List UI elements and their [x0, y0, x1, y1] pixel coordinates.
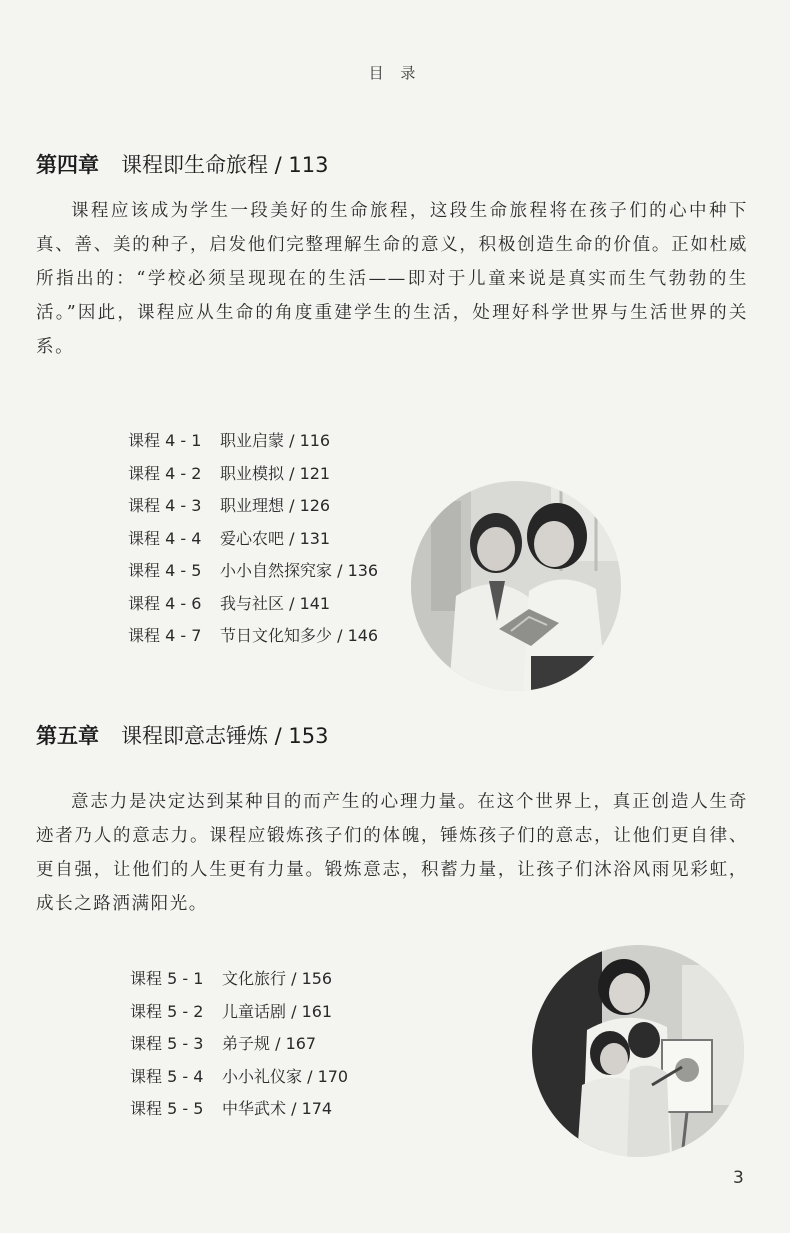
chapter-title: 课程即生命旅程 / 113 [121, 153, 329, 177]
chapter-title: 课程即意志锤炼 / 153 [121, 724, 329, 748]
lesson-item[interactable] [128, 623, 378, 656]
lesson-item[interactable] [128, 591, 378, 624]
lesson-code: 课程 4 - 6 [128, 593, 202, 613]
lesson-code: 课程 4 - 2 [128, 463, 202, 483]
lesson-code: 课程 5 - 1 [130, 969, 204, 988]
chapter-intro: 意志力是决定达到某种目的而产生的心理力量。在这个世界上，真正创造人生奇迹者乃人的意志力。课程应锻炼孩子们的体魄，锤炼孩子们的意志，让他们更自律、更自强，让他们的人生更有力量。锻炼意志，积蓄力量，让孩子们沐浴风雨见彩虹，成长之路洒满阳光。 [36, 792, 748, 914]
chapter-photo-painting [532, 945, 744, 1157]
lesson-title: 节日文化知多少 / 146 [220, 626, 379, 645]
lesson-code: 课程 4 - 5 [128, 561, 202, 580]
chapter-intro: 课程应该成为学生一段美好的生命旅程，这段生命旅程将在孩子们的心中种下真、善、美的种子，启发他们完整理解生命的意义，积极创造生命的价值。正如杜威所指出的：“学校必须呈现现在的生活——即对于儿童来说是真实而生气勃勃的生活。”因此，课程应从生命的角度重建学生的生活，处理好科学世界与生活世界的关系。 [36, 201, 748, 357]
chapter-number: 第五章 [36, 724, 99, 748]
lesson-item[interactable] [130, 1096, 348, 1129]
running-head: 目 录 [368, 64, 422, 82]
lesson-title: 我与社区 / 141 [220, 593, 331, 613]
lesson-title: 爱心农吧 / 131 [220, 528, 331, 548]
lesson-item[interactable] [130, 966, 348, 999]
lesson-title: 弟子规 / 167 [222, 1034, 317, 1053]
lesson-item[interactable] [128, 428, 378, 461]
chapter-photo-reading [411, 481, 621, 691]
lesson-title: 职业启蒙 / 116 [220, 431, 331, 450]
lesson-code: 课程 4 - 7 [128, 626, 202, 645]
lesson-code: 课程 5 - 2 [130, 1001, 204, 1021]
lesson-list [128, 428, 378, 656]
lesson-code: 课程 4 - 4 [128, 528, 202, 548]
lesson-code: 课程 4 - 1 [128, 431, 202, 450]
lesson-title: 职业理想 / 126 [220, 496, 331, 515]
lesson-list [130, 966, 348, 1129]
lesson-title: 文化旅行 / 156 [222, 969, 333, 988]
lesson-title: 小小礼仪家 / 170 [222, 1066, 349, 1086]
lesson-item[interactable] [128, 558, 378, 591]
chapter-number: 第四章 [36, 153, 99, 177]
lesson-title: 小小自然探究家 / 136 [220, 561, 379, 580]
lesson-code: 课程 4 - 3 [128, 496, 202, 515]
lesson-title: 职业模拟 / 121 [220, 463, 331, 483]
page-number: 3 [733, 1168, 744, 1188]
lesson-item[interactable] [130, 1031, 348, 1064]
chapter-heading[interactable] [36, 149, 329, 179]
lesson-code: 课程 5 - 5 [130, 1099, 204, 1118]
chapter-heading[interactable] [36, 720, 329, 750]
lesson-code: 课程 5 - 4 [130, 1066, 204, 1086]
photo-illustration [411, 481, 621, 691]
lesson-title: 中华武术 / 174 [222, 1099, 333, 1118]
lesson-item[interactable] [130, 999, 348, 1032]
lesson-item[interactable] [128, 461, 378, 494]
lesson-code: 课程 5 - 3 [130, 1034, 204, 1053]
lesson-title: 儿童话剧 / 161 [222, 1001, 333, 1021]
lesson-item[interactable] [128, 526, 378, 559]
lesson-item[interactable] [128, 493, 378, 526]
lesson-item[interactable] [130, 1064, 348, 1097]
photo-illustration [532, 945, 744, 1157]
